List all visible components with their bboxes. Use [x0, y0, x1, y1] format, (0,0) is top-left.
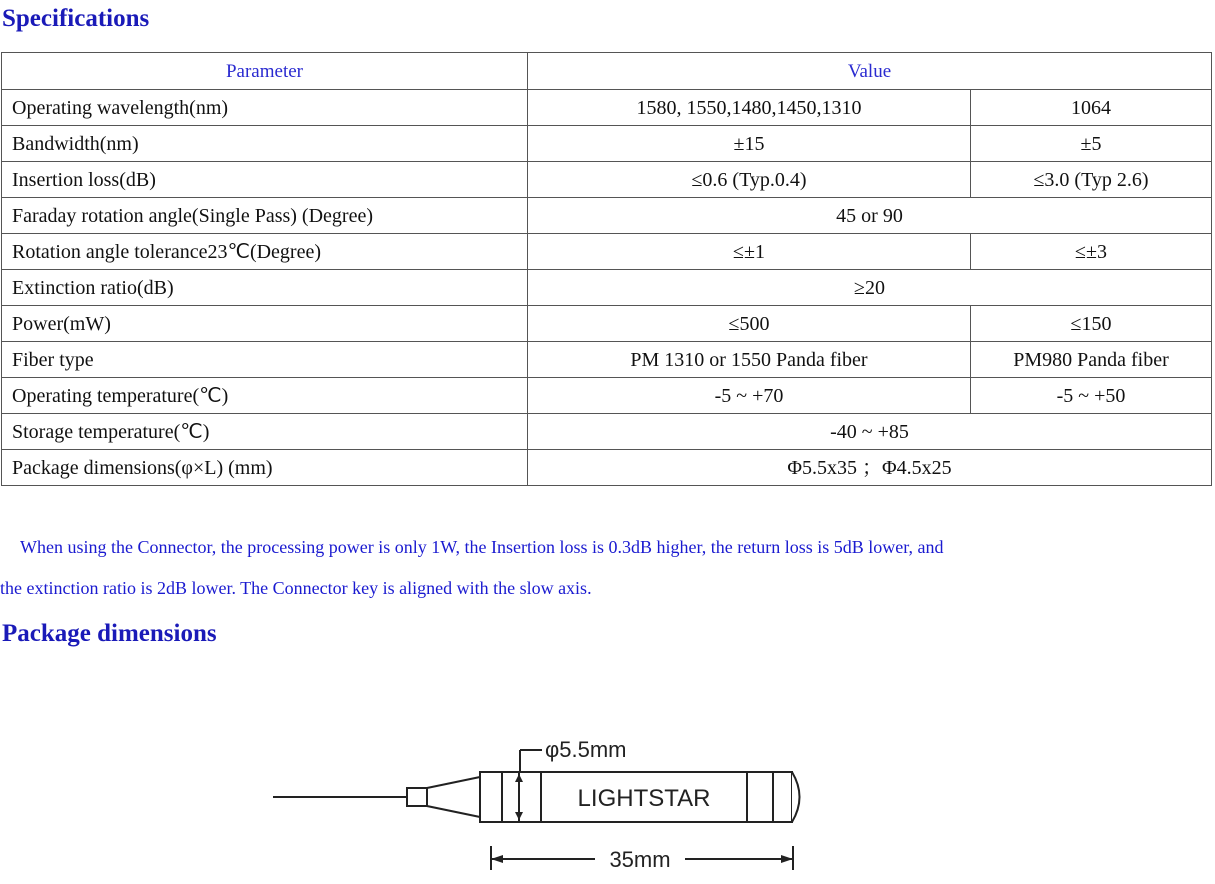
table-row: [2, 126, 1212, 162]
value-cell: ≤±1: [528, 234, 971, 270]
length-arrowhead-left: [491, 855, 503, 863]
value-cell: Φ5.5x35 ；Φ4.5x25: [528, 450, 1212, 486]
package-dimensions-drawing: [265, 720, 825, 880]
specifications-table: [1, 52, 1212, 486]
value-cell: ≤0.6 (Typ.0.4): [528, 162, 971, 198]
end-cap: [792, 772, 800, 822]
value-cell: 1580, 1550,1480,1450,1310: [528, 90, 971, 126]
package-dimensions-heading: Package dimensions: [2, 620, 217, 647]
table-row: [2, 414, 1212, 450]
param-cell: Insertion loss(dB): [2, 162, 528, 198]
header-value: Value: [528, 53, 1212, 90]
collar-ring: [480, 772, 502, 822]
specifications-heading: Specifications: [2, 5, 150, 32]
param-cell: Rotation angle tolerance23℃(Degree): [2, 234, 528, 270]
table-row: [2, 342, 1212, 378]
param-cell: Package dimensions(φ×L) (mm): [2, 450, 528, 486]
table-row: [2, 378, 1212, 414]
connector-note-line-1: When using the Connector, the processing power is only 1W, the Insertion loss is 0.3dB higher, the return loss is 5dB lower, and: [20, 537, 944, 557]
length-arrowhead-right: [781, 855, 793, 863]
value-cell: ≤150: [971, 306, 1212, 342]
fiber-boot: [407, 788, 427, 806]
value-cell: 45 or 90: [528, 198, 1212, 234]
value-cell: ≤500: [528, 306, 971, 342]
table-row: [2, 270, 1212, 306]
length-label: 35mm: [609, 847, 671, 872]
value-cell: ≤3.0 (Typ 2.6): [971, 162, 1212, 198]
value-cell: PM980 Panda fiber: [971, 342, 1212, 378]
value-cell: 1064: [971, 90, 1212, 126]
param-cell: Operating temperature(℃): [2, 378, 528, 414]
table-row: [2, 450, 1212, 486]
table-row: [2, 198, 1212, 234]
param-cell: Bandwidth(nm): [2, 126, 528, 162]
value-cell: ≤±3: [971, 234, 1212, 270]
brand-label: LIGHTSTAR: [577, 785, 711, 812]
value-cell: PM 1310 or 1550 Panda fiber: [528, 342, 971, 378]
table-row: [2, 306, 1212, 342]
param-cell: Storage temperature(℃): [2, 414, 528, 450]
param-cell: Fiber type: [2, 342, 528, 378]
value-cell: -40 ~ +85: [528, 414, 1212, 450]
value-cell: ±5: [971, 126, 1212, 162]
header-parameter: Parameter: [2, 53, 528, 90]
table-row: [2, 234, 1212, 270]
param-cell: Faraday rotation angle(Single Pass) (Degree): [2, 198, 528, 234]
connector-note-line-2: the extinction ratio is 2dB lower. The Connector key is aligned with the slow axis.: [0, 578, 592, 598]
value-cell: -5 ~ +50: [971, 378, 1212, 414]
taper-section: [427, 777, 480, 817]
table-row: [2, 90, 1212, 126]
value-cell: ≥20: [528, 270, 1212, 306]
param-cell: Power(mW): [2, 306, 528, 342]
value-cell: -5 ~ +70: [528, 378, 971, 414]
param-cell: Extinction ratio(dB): [2, 270, 528, 306]
table-row: [2, 162, 1212, 198]
table-header-row: [2, 53, 1212, 90]
param-cell: Operating wavelength(nm): [2, 90, 528, 126]
diameter-label: φ5.5mm: [545, 737, 627, 762]
value-cell: ±15: [528, 126, 971, 162]
